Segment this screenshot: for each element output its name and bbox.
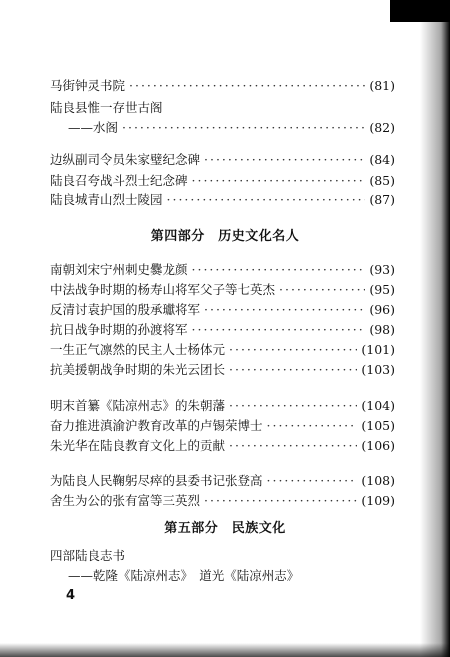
- toc-entry-page: (105): [361, 418, 395, 433]
- leader-dots: [192, 262, 366, 278]
- section-heading: 第五部分 民族文化: [164, 521, 286, 536]
- toc-entry-title: 抗美援朝战争时期的朱光云团长: [50, 362, 226, 377]
- toc-entry-title: 舍生为公的张有富等三英烈: [50, 493, 201, 508]
- toc-entry-page: (87): [369, 192, 395, 207]
- toc-entry-title: 南朝刘宋宁州刺史爨龙颜: [50, 262, 188, 277]
- leader-dots: [204, 302, 365, 318]
- toc-entry-subtitle: ——乾隆《陆凉州志》 道光《陆凉州志》: [68, 568, 300, 583]
- toc-entry-title: 陆良县惟一存世古阁: [50, 100, 163, 115]
- toc-entry-title: 陆良城青山烈士陵园: [50, 192, 163, 207]
- toc-entry-page: (84): [369, 152, 395, 167]
- toc-entry: [50, 473, 395, 489]
- toc-entry: [50, 192, 395, 208]
- leader-dots: [229, 398, 357, 414]
- toc-entry: [68, 120, 395, 136]
- toc-entry-page: (103): [361, 362, 395, 377]
- toc-entry-page: (104): [361, 398, 395, 413]
- toc-entry-title: 四部陆良志书: [50, 548, 126, 563]
- toc-entry-page: (95): [369, 282, 395, 297]
- leader-dots: [279, 282, 365, 298]
- toc-entry-title: 为陆良人民鞠躬尽瘁的县委书记张登高: [50, 473, 263, 488]
- toc-entry: [50, 493, 395, 509]
- toc-entry-page: (108): [361, 473, 395, 488]
- leader-dots: [229, 342, 357, 358]
- toc-entry: [50, 262, 395, 278]
- leader-dots: [267, 418, 358, 434]
- leader-dots: [204, 152, 365, 168]
- toc-entry: [50, 152, 395, 168]
- leader-dots: [167, 192, 366, 208]
- toc-entry-page: (93): [369, 262, 395, 277]
- toc-entry-page: (106): [361, 438, 395, 453]
- toc-entry: [50, 342, 395, 358]
- toc-entry-title: 奋力推进滇渝沪教育改革的卢锡荣博士: [50, 418, 263, 433]
- scan-shadow-bottom: [0, 643, 450, 657]
- leader-dots: [267, 473, 358, 489]
- toc-entry: [50, 282, 395, 298]
- toc-entry-page: (109): [361, 493, 395, 508]
- toc-entry-page: (96): [369, 302, 395, 317]
- toc-entry: [50, 362, 395, 378]
- toc-entry: [50, 322, 395, 338]
- leader-dots: [229, 362, 357, 378]
- toc-entry: [50, 173, 395, 189]
- toc-entry-title: ——水阁: [68, 120, 119, 135]
- leader-dots: [122, 120, 365, 136]
- toc-entry: [50, 398, 395, 414]
- toc-entry-title: 抗日战争时期的孙渡将军: [50, 322, 188, 337]
- toc-entry-page: (101): [361, 342, 395, 357]
- toc-entry-title: 朱光华在陆良教育文化上的贡献: [50, 438, 226, 453]
- leader-dots: [192, 322, 366, 338]
- toc-entry-page: (85): [369, 173, 395, 188]
- leader-dots: [229, 438, 357, 454]
- leader-dots: [192, 173, 366, 189]
- scan-shadow-right: [420, 0, 450, 657]
- section-heading: 第四部分 历史文化名人: [150, 229, 300, 244]
- toc-entry-title: 马街钟灵书院: [50, 78, 126, 93]
- toc-entry-page: (81): [369, 78, 395, 93]
- toc-entry-title: 陆良召夸战斗烈士纪念碑: [50, 173, 188, 188]
- toc-entry-title: 中法战争时期的杨寿山将军父子等七英杰: [50, 282, 276, 297]
- toc-entry-page: (98): [369, 322, 395, 337]
- leader-dots: [204, 493, 357, 509]
- toc-entry-title: 反清讨袁护国的殷承瓛将军: [50, 302, 201, 317]
- toc-entry: [50, 418, 395, 434]
- scan-shadow-corner: [390, 0, 450, 22]
- toc-entry: [50, 78, 395, 94]
- leader-dots: [129, 78, 365, 94]
- toc-entry-title: 一生正气凛然的民主人士杨体元: [50, 342, 226, 357]
- page-number: 4: [66, 588, 76, 603]
- toc-entry: [50, 302, 395, 318]
- toc-entry-page: (82): [369, 120, 395, 135]
- toc-entry-title: 边纵副司令员朱家璧纪念碑: [50, 152, 201, 167]
- toc-entry: [50, 438, 395, 454]
- toc-entry-title: 明末首纂《陆凉州志》的朱朝藩: [50, 398, 226, 413]
